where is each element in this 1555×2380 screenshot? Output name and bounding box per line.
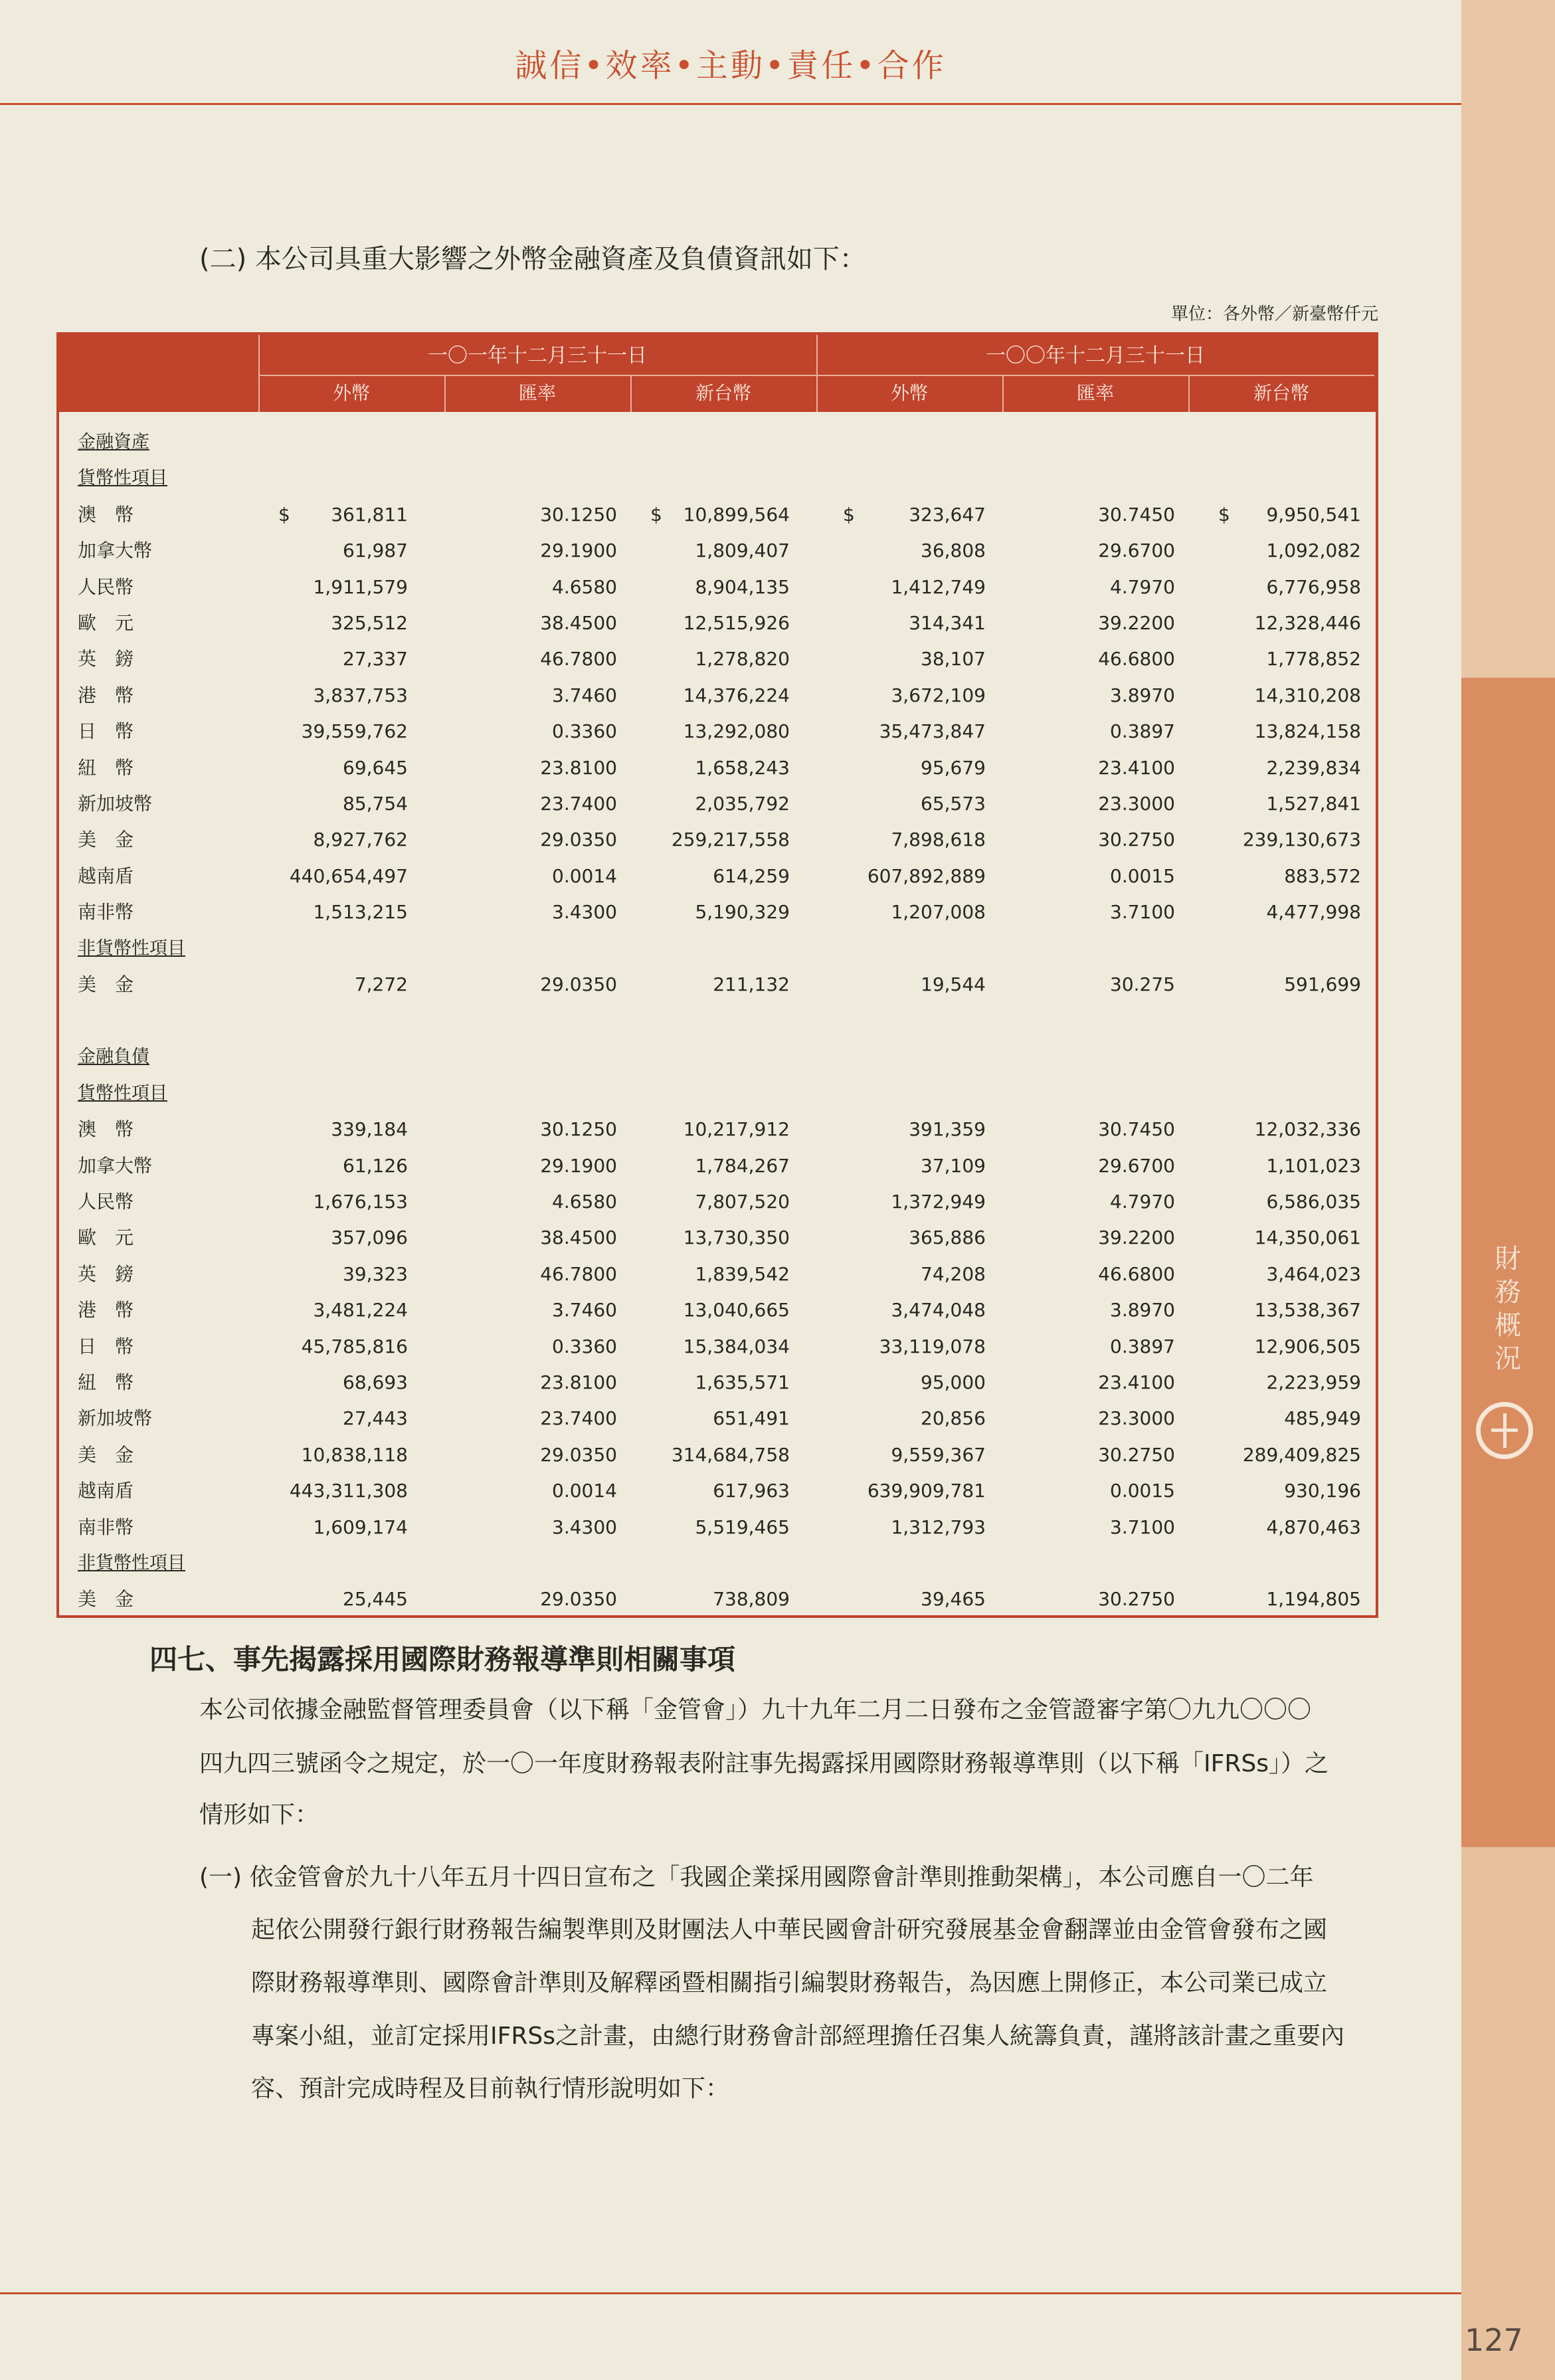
- value-cell: 13,040,665: [683, 1299, 790, 1322]
- table-row: [59, 822, 1376, 858]
- value-cell: 3.7100: [1110, 901, 1175, 924]
- value-cell: 7,807,520: [695, 1191, 790, 1213]
- value-cell: 3.4300: [552, 1516, 617, 1538]
- table-row: [59, 1148, 1376, 1184]
- value-cell: 23.3000: [1098, 1407, 1175, 1430]
- header-divider-line: [444, 376, 446, 412]
- value-cell: 1,194,805: [1266, 1588, 1361, 1611]
- value-cell: 314,341: [909, 612, 986, 634]
- currency-label: 港 幣: [78, 1299, 134, 1322]
- table-row: [59, 641, 1376, 677]
- currency-label: 港 幣: [78, 684, 134, 706]
- dollar-sign: $: [650, 503, 662, 526]
- value-cell: 38,107: [921, 648, 986, 670]
- value-cell: 23.3000: [1098, 793, 1175, 815]
- value-cell: 13,538,367: [1254, 1299, 1361, 1322]
- value-cell: 29.0350: [540, 829, 617, 851]
- table-row: [59, 1112, 1376, 1147]
- header-divider: [0, 103, 1461, 105]
- value-cell: 20,856: [921, 1407, 986, 1430]
- currency-label: 新加坡幣: [78, 793, 153, 815]
- value-cell: 10,838,118: [301, 1443, 408, 1466]
- currency-label: 澳 幣: [78, 1118, 134, 1141]
- value-cell: 12,032,336: [1254, 1118, 1361, 1141]
- table-row: [59, 967, 1376, 1003]
- value-cell: 46.6800: [1098, 1262, 1175, 1285]
- column-header: 新台幣: [1253, 382, 1309, 404]
- value-cell: 357,096: [331, 1227, 408, 1249]
- value-cell: 25,445: [343, 1588, 408, 1611]
- paragraph-line: 本公司依據金融監督管理委員會（以下稱「金管會」）九十九年二月二日發布之金管證審字第〇九九〇〇〇: [199, 1696, 1312, 1724]
- value-cell: 1,658,243: [695, 756, 790, 779]
- value-cell: 45,785,816: [301, 1335, 408, 1357]
- fx-assets-liabilities-table: [56, 332, 1378, 1618]
- side-tab-strip: [1461, 0, 1555, 2380]
- value-cell: 12,328,446: [1254, 612, 1361, 634]
- value-cell: 10,899,564: [683, 503, 790, 526]
- value-cell: 27,443: [343, 1407, 408, 1430]
- group-row: [59, 460, 1376, 496]
- column-header: 外幣: [890, 382, 928, 404]
- value-cell: 14,376,224: [683, 684, 790, 706]
- value-cell: 325,512: [331, 612, 408, 634]
- table-row: [59, 1184, 1376, 1220]
- value-cell: 39,323: [343, 1262, 408, 1285]
- value-cell: 485,949: [1284, 1407, 1361, 1430]
- value-cell: 0.0015: [1110, 864, 1175, 887]
- value-cell: 1,513,215: [313, 901, 408, 924]
- value-cell: 30.1250: [540, 1118, 617, 1141]
- currency-label: 南非幣: [78, 901, 134, 924]
- paragraph-line: 容、預計完成時程及目前執行情形說明如下：: [251, 2075, 730, 2102]
- value-cell: 8,904,135: [695, 575, 790, 598]
- table-row: [59, 1510, 1376, 1545]
- value-cell: 12,515,926: [683, 612, 790, 634]
- value-cell: 29.0350: [540, 1588, 617, 1611]
- group-title: 貨幣性項目: [78, 468, 167, 489]
- value-cell: 607,892,889: [867, 864, 986, 887]
- value-cell: 85,754: [343, 793, 408, 815]
- dollar-sign: $: [843, 503, 855, 526]
- value-cell: 29.6700: [1098, 540, 1175, 562]
- currency-label: 歐 元: [78, 1227, 134, 1249]
- value-cell: 211,132: [713, 973, 790, 995]
- value-cell: 591,699: [1284, 973, 1361, 995]
- value-cell: 651,491: [713, 1407, 790, 1430]
- header-divider-line: [816, 335, 818, 412]
- value-cell: 883,572: [1284, 864, 1361, 887]
- year-header: 一〇〇年十二月三十一日: [986, 344, 1205, 367]
- value-cell: 5,190,329: [695, 901, 790, 924]
- value-cell: 30.1250: [540, 503, 617, 526]
- currency-label: 加拿大幣: [78, 540, 153, 562]
- value-cell: 0.0014: [552, 864, 617, 887]
- paragraph-line: 際財務報導準則、國際會計準則及解釋函暨相關指引編製財務報告，為因應上開修正，本公司業已成立: [251, 1969, 1328, 1997]
- value-cell: 0.0015: [1110, 1480, 1175, 1502]
- paragraph-line: 起依公開發行銀行財務報告編製準則及財團法人中華民國會計研究發展基金會翻譯並由金管會發布之國: [251, 1916, 1328, 1943]
- page-number: 127: [1465, 2322, 1523, 2358]
- table-row: [59, 1581, 1376, 1617]
- value-cell: 23.4100: [1098, 1371, 1175, 1393]
- table-row: [59, 605, 1376, 641]
- value-cell: 3,481,224: [313, 1299, 408, 1322]
- value-cell: 738,809: [713, 1588, 790, 1611]
- value-cell: 7,272: [354, 973, 408, 995]
- value-cell: 68,693: [343, 1371, 408, 1393]
- dollar-sign: $: [1218, 503, 1230, 526]
- value-cell: 61,987: [343, 540, 408, 562]
- table-row: [59, 1256, 1376, 1292]
- value-cell: 39.2200: [1098, 1227, 1175, 1249]
- value-cell: 1,839,542: [695, 1262, 790, 1285]
- value-cell: 5,519,465: [695, 1516, 790, 1538]
- value-cell: 1,412,749: [891, 575, 986, 598]
- value-cell: 9,950,541: [1266, 503, 1361, 526]
- value-cell: 1,101,023: [1266, 1154, 1361, 1177]
- value-cell: 361,811: [331, 503, 408, 526]
- table-row: [59, 1365, 1376, 1401]
- value-cell: 1,092,082: [1266, 540, 1361, 562]
- value-cell: 23.7400: [540, 793, 617, 815]
- value-cell: 1,372,949: [891, 1191, 986, 1213]
- value-cell: 443,311,308: [289, 1480, 408, 1502]
- side-tab-label: 財務概況: [1495, 1244, 1521, 1374]
- value-cell: 1,635,571: [695, 1371, 790, 1393]
- value-cell: 1,312,793: [891, 1516, 986, 1538]
- year-divider: [258, 375, 816, 376]
- table-row: [59, 858, 1376, 894]
- value-cell: 930,196: [1284, 1480, 1361, 1502]
- value-cell: 95,679: [921, 756, 986, 779]
- value-cell: 4,870,463: [1266, 1516, 1361, 1538]
- value-cell: 0.3360: [552, 720, 617, 743]
- value-cell: 14,350,061: [1254, 1227, 1361, 1249]
- currency-label: 新加坡幣: [78, 1407, 153, 1430]
- value-cell: 8,927,762: [313, 829, 408, 851]
- value-cell: 365,886: [909, 1227, 986, 1249]
- year-header: 一〇一年十二月三十一日: [428, 344, 647, 367]
- column-header: 新台幣: [695, 382, 751, 404]
- subsection-title: (二) 本公司具重大影響之外幣金融資產及負債資訊如下：: [199, 244, 866, 274]
- value-cell: 4,477,998: [1266, 901, 1361, 924]
- value-cell: 9,559,367: [891, 1443, 986, 1466]
- table-row: [59, 894, 1376, 930]
- value-cell: 12,906,505: [1254, 1335, 1361, 1357]
- value-cell: 6,776,958: [1266, 575, 1361, 598]
- value-cell: 38.4500: [540, 612, 617, 634]
- value-cell: 46.7800: [540, 1262, 617, 1285]
- value-cell: 323,647: [909, 503, 986, 526]
- currency-label: 越南盾: [78, 1480, 134, 1502]
- value-cell: 639,909,781: [867, 1480, 986, 1502]
- value-cell: 10,217,912: [683, 1118, 790, 1141]
- value-cell: 1,778,852: [1266, 648, 1361, 670]
- value-cell: 13,292,080: [683, 720, 790, 743]
- value-cell: 2,239,834: [1266, 756, 1361, 779]
- year-divider: [816, 375, 1374, 376]
- table-row: [59, 786, 1376, 822]
- value-cell: 3,464,023: [1266, 1262, 1361, 1285]
- value-cell: 239,130,673: [1242, 829, 1361, 851]
- value-cell: 614,259: [713, 864, 790, 887]
- value-cell: 19,544: [921, 973, 986, 995]
- value-cell: 13,730,350: [683, 1227, 790, 1249]
- section-row: [59, 1039, 1376, 1075]
- table-row: [59, 1292, 1376, 1328]
- value-cell: 1,676,153: [313, 1191, 408, 1213]
- currency-label: 南非幣: [78, 1516, 134, 1538]
- currency-label: 人民幣: [78, 1191, 134, 1213]
- section-title: 金融負債: [78, 1046, 149, 1068]
- value-cell: 4.7970: [1110, 1191, 1175, 1213]
- value-cell: 23.4100: [1098, 756, 1175, 779]
- paragraph-line: 情形如下：: [199, 1801, 320, 1829]
- group-row: [59, 931, 1376, 967]
- currency-label: 加拿大幣: [78, 1154, 153, 1177]
- value-cell: 3,474,048: [891, 1299, 986, 1322]
- value-cell: 259,217,558: [671, 829, 790, 851]
- value-cell: 23.7400: [540, 1407, 617, 1430]
- value-cell: 4.7970: [1110, 575, 1175, 598]
- value-cell: 30.2750: [1098, 1443, 1175, 1466]
- value-cell: 391,359: [909, 1118, 986, 1141]
- currency-label: 英 鎊: [78, 1262, 134, 1285]
- value-cell: 29.0350: [540, 973, 617, 995]
- group-title: 貨幣性項目: [78, 1082, 167, 1104]
- unit-note: 單位：各外幣／新臺幣仟元: [1170, 304, 1378, 324]
- column-header: 外幣: [332, 382, 370, 404]
- currency-label: 英 鎊: [78, 648, 134, 670]
- currency-label: 紐 幣: [78, 756, 134, 779]
- value-cell: 1,809,407: [695, 540, 790, 562]
- table-row: [59, 569, 1376, 605]
- value-cell: 3,672,109: [891, 684, 986, 706]
- value-cell: 617,963: [713, 1480, 790, 1502]
- value-cell: 0.3897: [1110, 1335, 1175, 1357]
- table-row: [59, 1220, 1376, 1256]
- value-cell: 29.1900: [540, 540, 617, 562]
- table-row: [59, 750, 1376, 786]
- value-cell: 23.8100: [540, 1371, 617, 1393]
- value-cell: 7,898,618: [891, 829, 986, 851]
- value-cell: 1,207,008: [891, 901, 986, 924]
- value-cell: 3.7460: [552, 1299, 617, 1322]
- value-cell: 30.2750: [1098, 1588, 1175, 1611]
- value-cell: 1,784,267: [695, 1154, 790, 1177]
- currency-label: 人民幣: [78, 575, 134, 598]
- header-divider-line: [1188, 376, 1190, 412]
- value-cell: 95,000: [921, 1371, 986, 1393]
- value-cell: 1,609,174: [313, 1516, 408, 1538]
- table-row: [59, 1329, 1376, 1365]
- currency-label: 日 幣: [78, 1335, 134, 1357]
- group-row: [59, 1076, 1376, 1112]
- value-cell: 0.3897: [1110, 720, 1175, 743]
- value-cell: 4.6580: [552, 1191, 617, 1213]
- column-header: 匯率: [1076, 382, 1114, 404]
- table-header-band: [59, 335, 1376, 412]
- value-cell: 3.7100: [1110, 1516, 1175, 1538]
- value-cell: 65,573: [921, 793, 986, 815]
- currency-label: 美 金: [78, 829, 134, 851]
- value-cell: 314,684,758: [671, 1443, 790, 1466]
- header-divider-line: [258, 335, 260, 412]
- currency-label: 澳 幣: [78, 503, 134, 526]
- group-title: 非貨幣性項目: [78, 938, 185, 959]
- column-header: 匯率: [518, 382, 556, 404]
- value-cell: 3.8970: [1110, 684, 1175, 706]
- value-cell: 37,109: [921, 1154, 986, 1177]
- currency-label: 日 幣: [78, 720, 134, 743]
- value-cell: 3.8970: [1110, 1299, 1175, 1322]
- paragraph-line: (一) 依金管會於九十八年五月十四日宣布之「我國企業採用國際會計準則推動架構」，本公司應自一〇二年: [199, 1864, 1314, 1891]
- value-cell: 30.7450: [1098, 503, 1175, 526]
- header-divider-line: [1002, 376, 1004, 412]
- value-cell: 35,473,847: [879, 720, 986, 743]
- value-cell: 4.6580: [552, 575, 617, 598]
- value-cell: 15,384,034: [683, 1335, 790, 1357]
- table-row: [59, 1401, 1376, 1437]
- value-cell: 3,837,753: [313, 684, 408, 706]
- section-heading: 四七、事先揭露採用國際財務報導準則相關事項: [149, 1643, 736, 1676]
- value-cell: 29.0350: [540, 1443, 617, 1466]
- value-cell: 29.6700: [1098, 1154, 1175, 1177]
- value-cell: 6,586,035: [1266, 1191, 1361, 1213]
- value-cell: 13,824,158: [1254, 720, 1361, 743]
- value-cell: 30.2750: [1098, 829, 1175, 851]
- value-cell: 2,223,959: [1266, 1371, 1361, 1393]
- value-cell: 1,278,820: [695, 648, 790, 670]
- group-title: 非貨幣性項目: [78, 1553, 185, 1573]
- group-row: [59, 1545, 1376, 1581]
- value-cell: 69,645: [343, 756, 408, 779]
- value-cell: 30.275: [1110, 973, 1175, 995]
- value-cell: 23.8100: [540, 756, 617, 779]
- table-row: [59, 1437, 1376, 1473]
- currency-label: 歐 元: [78, 612, 134, 634]
- value-cell: 14,310,208: [1254, 684, 1361, 706]
- value-cell: 3.4300: [552, 901, 617, 924]
- value-cell: 1,527,841: [1266, 793, 1361, 815]
- value-cell: 61,126: [343, 1154, 408, 1177]
- section-title: 金融資產: [78, 432, 149, 452]
- value-cell: 1,911,579: [313, 575, 408, 598]
- header-motto: 誠信•效率•主動•責任•合作: [515, 47, 947, 84]
- value-cell: 39.2200: [1098, 612, 1175, 634]
- table-row: [59, 1473, 1376, 1509]
- table-row: [59, 497, 1376, 533]
- currency-label: 美 金: [78, 1588, 134, 1611]
- value-cell: 74,208: [921, 1262, 986, 1285]
- value-cell: 36,808: [921, 540, 986, 562]
- paragraph-line: 專案小組，並訂定採用IFRSs之計畫，由總行財務會計部經理擔任召集人統籌負責，謹將該計畫之重要內: [251, 2023, 1344, 2050]
- value-cell: 289,409,825: [1242, 1443, 1361, 1466]
- table-row: [59, 533, 1376, 569]
- value-cell: 339,184: [331, 1118, 408, 1141]
- value-cell: 29.1900: [540, 1154, 617, 1177]
- value-cell: 3.7460: [552, 684, 617, 706]
- value-cell: 0.3360: [552, 1335, 617, 1357]
- currency-label: 紐 幣: [78, 1371, 134, 1393]
- table-row: [59, 714, 1376, 749]
- value-cell: 39,559,762: [301, 720, 408, 743]
- table-row: [59, 678, 1376, 714]
- value-cell: 440,654,497: [289, 864, 408, 887]
- header-divider-line: [630, 376, 632, 412]
- paragraph-line: 四九四三號函令之規定，於一〇一年度財務報表附註事先揭露採用國際財務報導準則（以下稱「IFRSs」）之: [199, 1750, 1328, 1777]
- value-cell: 30.7450: [1098, 1118, 1175, 1141]
- value-cell: 38.4500: [540, 1227, 617, 1249]
- currency-label: 美 金: [78, 1443, 134, 1466]
- value-cell: 46.7800: [540, 648, 617, 670]
- value-cell: 2,035,792: [695, 793, 790, 815]
- value-cell: 46.6800: [1098, 648, 1175, 670]
- value-cell: 0.0014: [552, 1480, 617, 1502]
- dollar-sign: $: [278, 503, 290, 526]
- currency-label: 越南盾: [78, 864, 134, 887]
- value-cell: 39,465: [921, 1588, 986, 1611]
- value-cell: 27,337: [343, 648, 408, 670]
- footer-divider: [0, 2292, 1461, 2294]
- section-row: [59, 425, 1376, 460]
- value-cell: 33,119,078: [879, 1335, 986, 1357]
- currency-label: 美 金: [78, 973, 134, 995]
- company-logo-icon: [1476, 1402, 1533, 1459]
